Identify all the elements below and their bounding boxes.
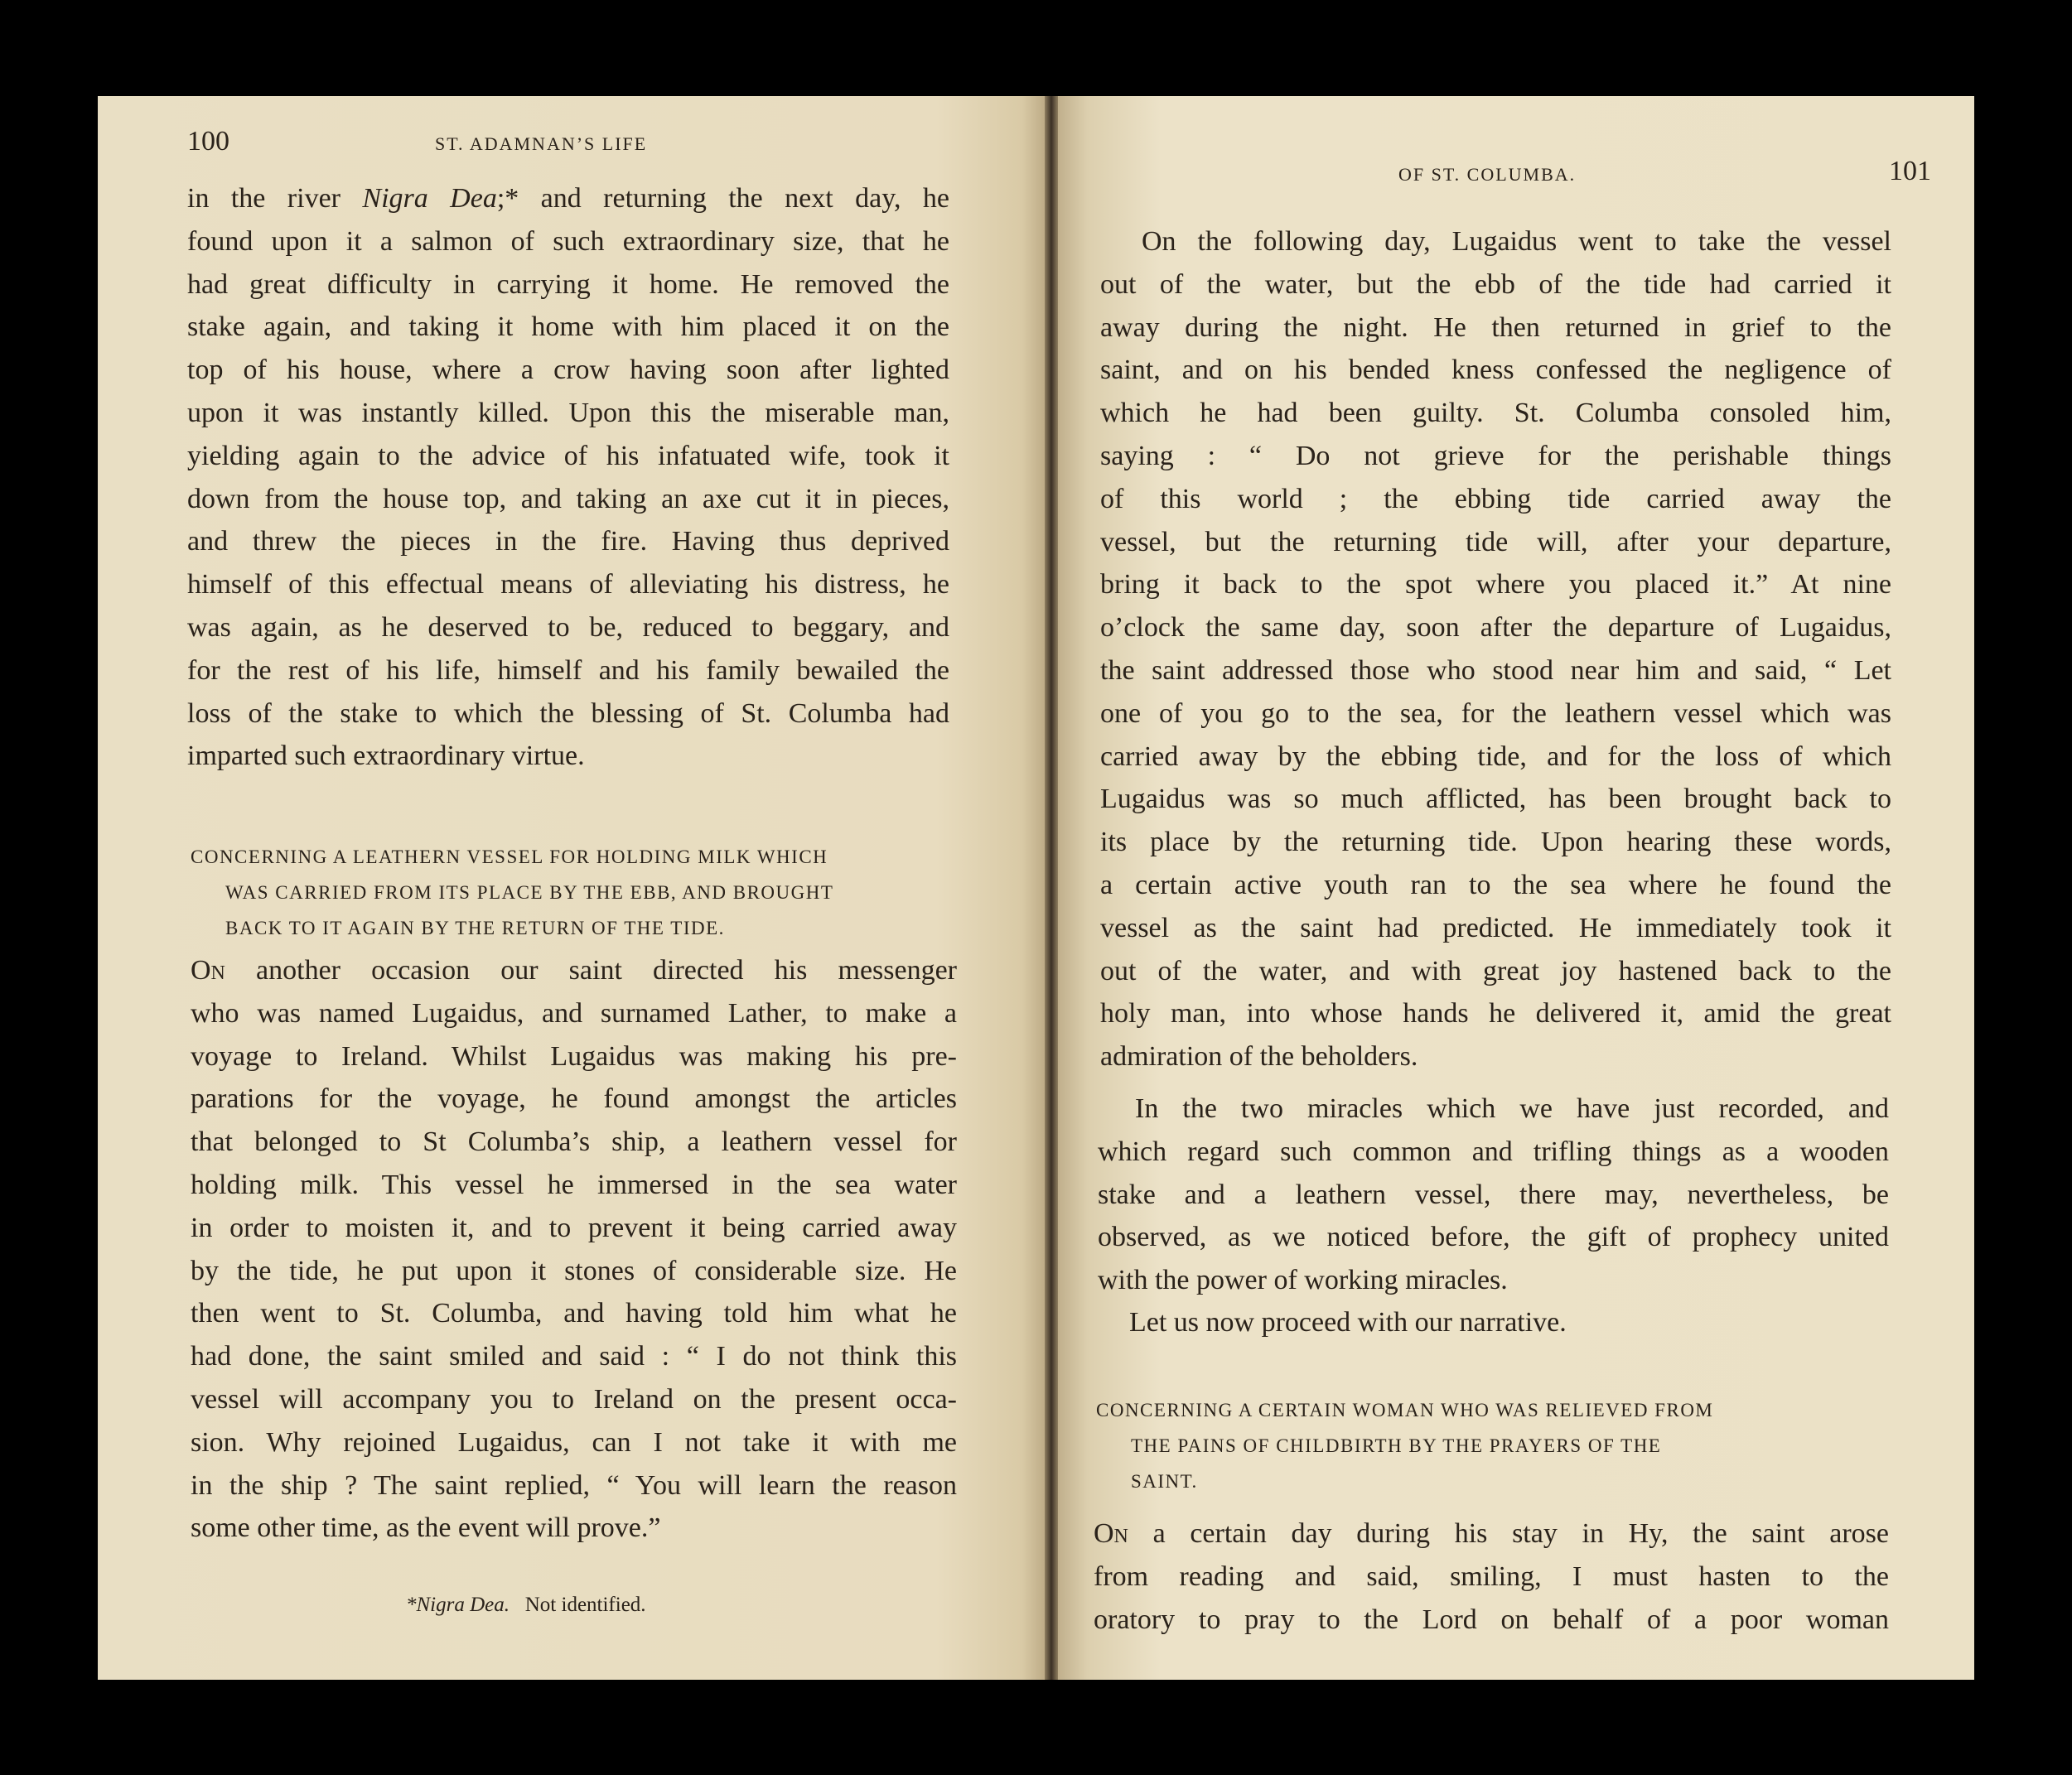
text-line: of this world ; the ebbing tide carried away the	[1100, 483, 1891, 514]
heading-line: CONCERNING A CERTAIN WOMAN WHO WAS RELIEVED FROM	[1096, 1400, 1714, 1420]
heading-line: CONCERNING A LEATHERN VESSEL FOR HOLDING MILK WHICH	[191, 847, 828, 867]
text-line: by the tide, he put upon it stones of considerable size. He	[191, 1255, 957, 1286]
text-line: bring it back to the spot where you placed it.” At nine	[1100, 569, 1891, 601]
paragraph-opening-word: On	[1094, 1518, 1128, 1549]
paragraph-opening-word: On	[191, 955, 225, 986]
text-line: admiration of the beholders.	[1100, 1041, 1418, 1073]
text-line: imparted such extraordinary virtue.	[187, 740, 585, 772]
text-line: had done, the saint smiled and said : “ I do not think this	[191, 1341, 957, 1372]
heading-line: BACK TO IT AGAIN BY THE RETURN OF THE TIDE.	[225, 918, 725, 938]
text-line: from reading and said, smiling, I must hasten to the	[1094, 1560, 1889, 1592]
right-page	[1050, 96, 1974, 1680]
text-line: yielding again to the advice of his infatuated wife, took it	[187, 440, 949, 471]
text-line: vessel, but the returning tide will, after your departure,	[1100, 526, 1891, 557]
running-head-right: OF ST. COLUMBA.	[1398, 164, 1577, 185]
text-line: which he had been guilty. St. Columba consoled him,	[1100, 398, 1891, 429]
left-section-heading	[191, 839, 953, 946]
text-line: loss of the stake to which the blessing of St. Columba had	[187, 697, 949, 729]
text-line: out of the water, but the ebb of the tide had carried it	[1100, 268, 1891, 300]
text-line: down from the house top, and taking an axe cut it in pieces,	[187, 483, 949, 514]
text-line: himself of this effectual means of alleviating his distress, he	[187, 569, 949, 601]
text-line: saying : “ Do not grieve for the perishable things	[1100, 440, 1891, 471]
text-line: had great difficulty in carrying it home. He removed the	[187, 268, 949, 300]
text-line: found upon it a salmon of such extraordinary size, that he	[187, 225, 949, 257]
italic-place-name: Nigra Dea	[362, 183, 497, 214]
page-number-right: 101	[1889, 156, 1931, 186]
text-line: saint, and on his bended kness confessed the negligence of	[1100, 355, 1891, 386]
footnote	[406, 1594, 646, 1617]
footnote-ref: *Nigra Dea.	[406, 1594, 510, 1616]
text-line: stake and a leathern vessel, there may, nevertheless, be	[1098, 1179, 1889, 1210]
book-gutter	[1045, 96, 1058, 1680]
right-section-heading	[1096, 1392, 1887, 1499]
running-head-left: ST. ADAMNAN’S LIFE	[435, 133, 648, 154]
left-paragraph-1	[187, 177, 949, 778]
text-line: voyage to Ireland. Whilst Lugaidus was making his pre-	[191, 1040, 957, 1072]
text-line: holding milk. This vessel he immersed in the sea water	[191, 1169, 957, 1200]
text-line: On another occasion our saint directed his messenger	[191, 955, 957, 986]
text-line: stake again, and taking it home with him placed it on the	[187, 311, 949, 343]
text-line: Let us now proceed with our narrative.	[1129, 1307, 1567, 1338]
text-line: then went to St. Columba, and having told him what he	[191, 1298, 957, 1329]
text-line: which regard such common and trifling things as a wooden	[1098, 1136, 1889, 1167]
text-line: upon it was instantly killed. Upon this the miserable man,	[187, 397, 949, 428]
text-line: oratory to pray to the Lord on behalf of a poor woman	[1094, 1604, 1889, 1635]
text-line: the saint addressed those who stood near him and said, “ Let	[1100, 654, 1891, 686]
text-line: In the two miracles which we have just recorded, and	[1135, 1093, 1889, 1124]
text-line	[187, 177, 949, 220]
text-run: ;* and returning the next day, he	[496, 183, 950, 214]
right-paragraph-4	[1094, 1512, 1889, 1641]
heading-line: WAS CARRIED FROM ITS PLACE BY THE EBB, AND BROUGHT	[225, 882, 834, 903]
text-line: observed, as we noticed before, the gift of prophecy united	[1098, 1222, 1889, 1253]
text-line: a certain active youth ran to the sea where he found the	[1100, 869, 1891, 900]
text-line: that belonged to St Columba’s ship, a leathern vessel for	[191, 1126, 957, 1158]
text-line: one of you go to the sea, for the leathern vessel which was	[1100, 697, 1891, 729]
footnote-text: Not identified.	[524, 1594, 646, 1616]
left-paragraph-2	[191, 949, 957, 1550]
text-line: was again, as he deserved to be, reduced to beggary, and	[187, 611, 949, 643]
text-line: o’clock the same day, soon after the departure of Lugaidus,	[1100, 612, 1891, 644]
text-run: in the river	[187, 183, 363, 214]
heading-line: SAINT.	[1131, 1471, 1198, 1492]
text-line: who was named Lugaidus, and surnamed Lather, to make a	[191, 997, 957, 1029]
text-line: On the following day, Lugaidus went to take the vessel	[1142, 226, 1891, 257]
text-line: holy man, into whose hands he delivered it, amid the great	[1100, 998, 1891, 1030]
right-paragraph-3	[1129, 1301, 1792, 1344]
text-line: sion. Why rejoined Lugaidus, can I not take it with me	[191, 1426, 957, 1458]
text-line: top of his house, where a crow having soon after lighted	[187, 355, 949, 386]
text-line: in order to moisten it, and to prevent it being carried away	[191, 1212, 957, 1243]
text-line: with the power of working miracles.	[1098, 1265, 1508, 1296]
text-line: in the ship ? The saint replied, “ You will learn the reason	[191, 1469, 957, 1501]
text-line: for the rest of his life, himself and his family bewailed the	[187, 654, 949, 686]
text-line: away during the night. He then returned in grief to the	[1100, 311, 1891, 343]
text-line: vessel as the saint had predicted. He immediately took it	[1100, 912, 1891, 943]
text-line: parations for the voyage, he found amongst the articles	[191, 1083, 957, 1115]
text-line: Lugaidus was so much afflicted, has been brought back to	[1100, 784, 1891, 815]
heading-line: THE PAINS OF CHILDBIRTH BY THE PRAYERS OF THE	[1131, 1435, 1662, 1456]
text-line: carried away by the ebbing tide, and for the loss of which	[1100, 740, 1891, 772]
text-line: its place by the returning tide. Upon hearing these words,	[1100, 827, 1891, 858]
book-spread	[98, 96, 1974, 1680]
left-page	[98, 96, 1050, 1680]
text-line: out of the water, and with great joy hastened back to the	[1100, 955, 1891, 986]
right-paragraph-2	[1098, 1088, 1889, 1302]
right-paragraph-1	[1100, 220, 1891, 1078]
text-line: some other time, as the event will prove.”	[191, 1512, 661, 1544]
text-line: On a certain day during his stay in Hy, the saint arose	[1094, 1518, 1889, 1549]
text-line: and threw the pieces in the fire. Having thus deprived	[187, 526, 949, 557]
text-line: vessel will accompany you to Ireland on the present occa-	[191, 1383, 957, 1415]
page-number-left: 100	[187, 126, 229, 157]
